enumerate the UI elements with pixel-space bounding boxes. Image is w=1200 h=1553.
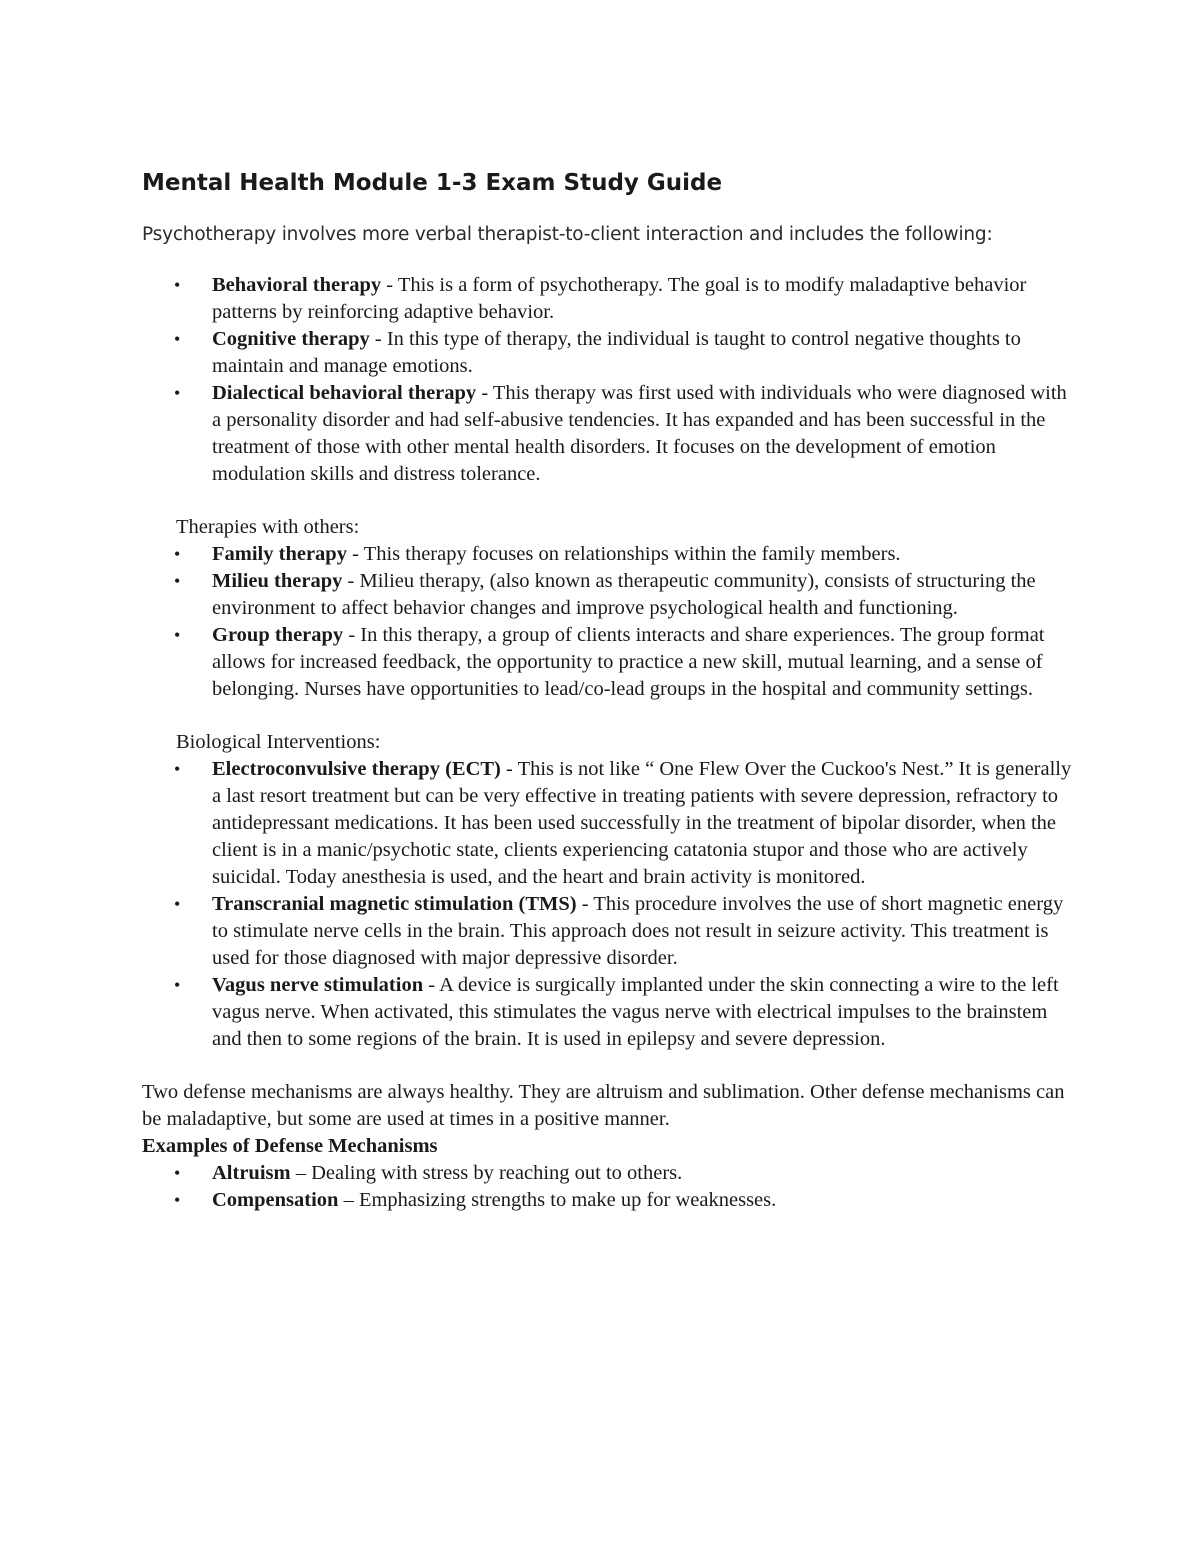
list-item xyxy=(174,541,1072,568)
bullet-icon: • xyxy=(174,275,181,295)
list-item xyxy=(174,1160,1072,1187)
defense-list xyxy=(142,1160,1072,1214)
separator: - xyxy=(576,893,594,915)
description: This is a form of psychotherapy. The goal is to modify maladaptive behavior patterns by reinforcing adaptive behavior. xyxy=(212,274,1027,323)
defense-paragraph: Two defense mechanisms are always healthy. They are altruism and sublimation. Other defense mechanisms can be maladaptive, but some are used at times in a positive manner. xyxy=(142,1081,1065,1130)
defense-heading: Examples of Defense Mechanisms xyxy=(142,1135,438,1157)
list-item xyxy=(174,756,1072,891)
intro-paragraph: Psychotherapy involves more verbal therapist-to-client interaction and includes the following: xyxy=(142,224,993,245)
term: Vagus nerve stimulation xyxy=(212,974,424,996)
separator: - xyxy=(476,382,493,404)
description: Dealing with stress by reaching out to others. xyxy=(311,1162,683,1184)
description: A device is surgically implanted under the skin connecting a wire to the left vagus nerve. When activated, this stimulates the vagus nerve with electrical impulses to the brainstem and then to some regions of the brain. It is used in epilepsy and severe depression. xyxy=(212,974,1059,1050)
bullet-icon: • xyxy=(174,571,181,591)
list-item xyxy=(174,272,1072,326)
bullet-icon: • xyxy=(174,383,181,403)
bio-section-label: Biological Interventions: xyxy=(176,731,381,753)
description: This therapy focuses on relationships within the family members. xyxy=(363,543,901,565)
separator: - xyxy=(423,974,440,996)
term: Milieu therapy xyxy=(212,570,343,592)
term: Group therapy xyxy=(212,624,344,646)
list-item xyxy=(174,1187,1072,1214)
term: Behavioral therapy xyxy=(212,274,382,296)
list-item xyxy=(174,380,1072,488)
bio-list xyxy=(142,756,1072,1053)
bullet-icon: • xyxy=(174,894,181,914)
bullet-icon: • xyxy=(174,1163,181,1183)
document-title: Mental Health Module 1-3 Exam Study Guide xyxy=(142,170,723,196)
description: This therapy was first used with individuals who were diagnosed with a personality disorder and had self-abusive tendencies. It has expanded and has been successful in the treatment of those with other mental health disorders. It focuses on the development of emotion modulation skills and distress tolerance. xyxy=(212,382,1067,485)
psychotherapy-list xyxy=(142,272,1072,488)
description: Milieu therapy, (also known as therapeutic community), consists of structuring the environment to affect behavior changes and improve psychological health and functioning. xyxy=(212,570,1036,619)
others-list xyxy=(142,541,1072,703)
separator: – xyxy=(338,1189,359,1211)
list-item xyxy=(174,972,1072,1053)
separator: - xyxy=(346,543,364,565)
separator: - xyxy=(343,624,361,646)
term: Electroconvulsive therapy (ECT) xyxy=(212,758,501,780)
description: Emphasizing strengths to make up for weaknesses. xyxy=(358,1189,777,1211)
bullet-icon: • xyxy=(174,544,181,564)
separator: - xyxy=(342,570,360,592)
list-item xyxy=(174,891,1072,972)
term: Altruism xyxy=(212,1162,291,1184)
list-item xyxy=(174,568,1072,622)
description: This procedure involves the use of short magnetic energy to stimulate nerve cells in the brain. This approach does not result in seizure activity. This treatment is used for those diagnosed with major depressive disorder. xyxy=(212,893,1064,969)
bullet-icon: • xyxy=(174,975,181,995)
separator: - xyxy=(381,274,398,296)
term: Dialectical behavioral therapy xyxy=(212,382,477,404)
separator: – xyxy=(290,1162,312,1184)
term: Cognitive therapy xyxy=(212,328,370,350)
list-item xyxy=(174,326,1072,380)
separator: - xyxy=(369,328,387,350)
list-item xyxy=(174,622,1072,703)
separator: - xyxy=(500,758,518,780)
bullet-icon: • xyxy=(174,1190,181,1210)
description: In this therapy, a group of clients interacts and share experiences. The group format allows for increased feedback, the opportunity to practice a new skill, mutual learning, and a sense of belonging. Nurses have opportunities to lead/co-lead groups in the hospital and community settings. xyxy=(212,624,1045,700)
others-section-label: Therapies with others: xyxy=(176,516,360,538)
term: Compensation xyxy=(212,1189,339,1211)
bullet-icon: • xyxy=(174,625,181,645)
bullet-icon: • xyxy=(174,759,181,779)
description: This is not like “ One Flew Over the Cuckoo's Nest.” It is generally a last resort treatment but can be very effective in treating patients with severe depression, refractory to antidepressant medications. It has been used successfully in the treatment of bipolar disorder, when the client is in a manic/psychotic state, clients experiencing catatonia stupor and those who are actively suicidal. Today anesthesia is used, and the heart and brain activity is monitored. xyxy=(212,758,1072,888)
description: In this type of therapy, the individual is taught to control negative thoughts to maintain and manage emotions. xyxy=(212,328,1021,377)
bullet-icon: • xyxy=(174,329,181,349)
term: Family therapy xyxy=(212,543,347,565)
document-page xyxy=(142,168,1072,1214)
term: Transcranial magnetic stimulation (TMS) xyxy=(212,893,577,915)
